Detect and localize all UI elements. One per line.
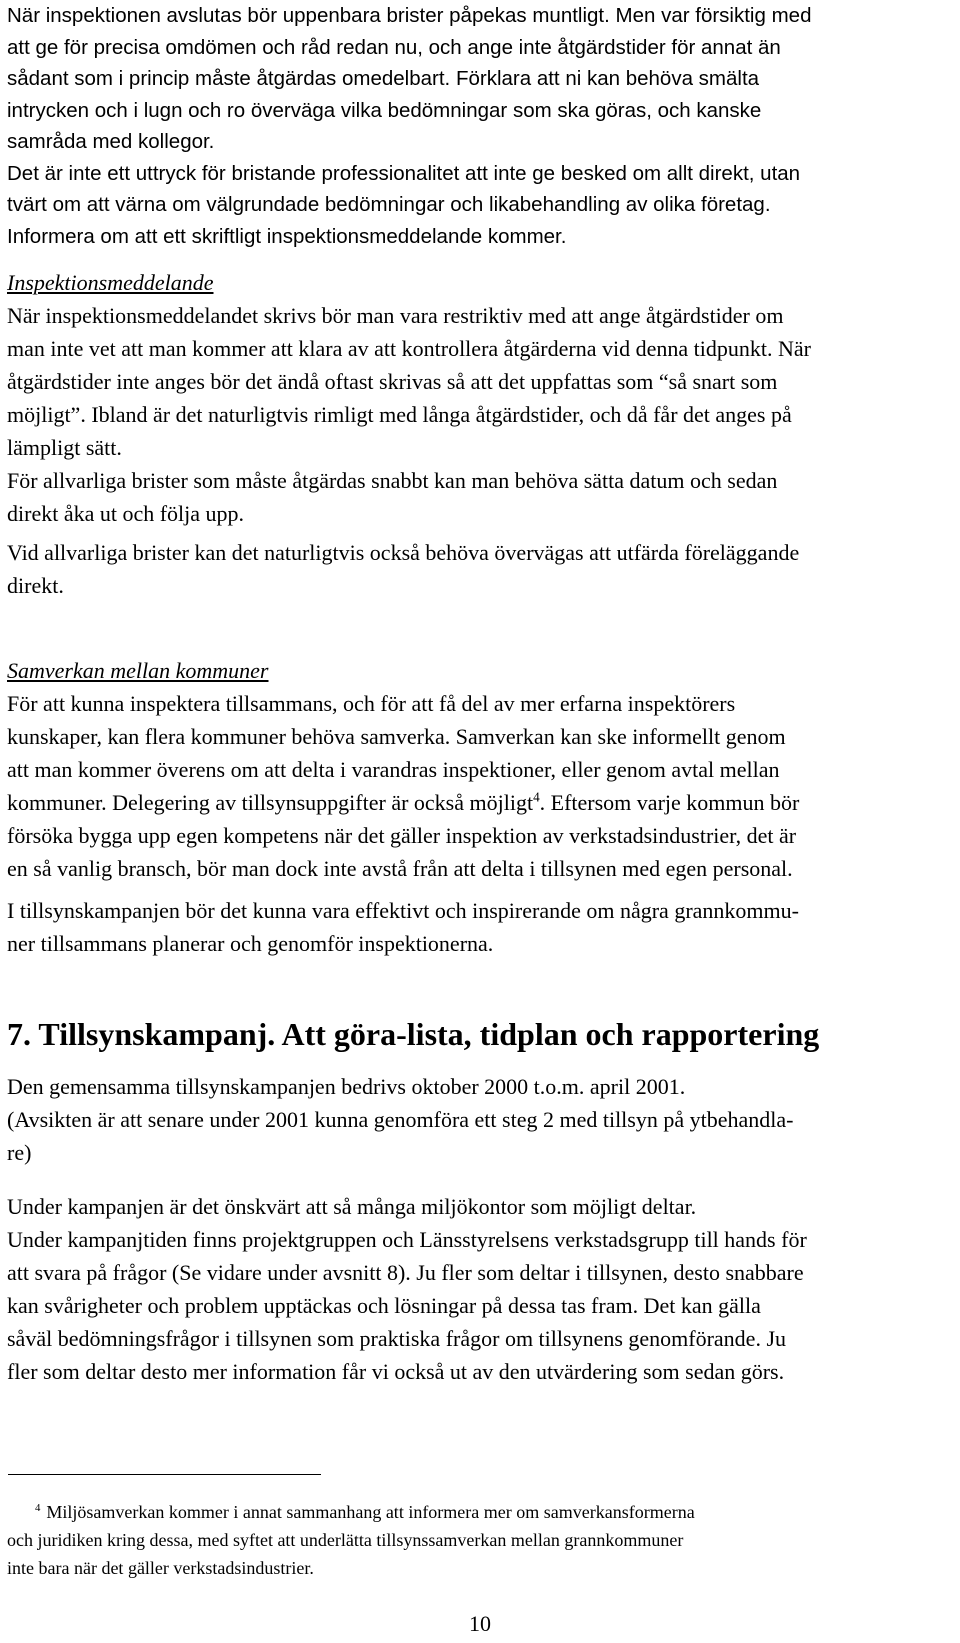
footnote	[7, 1498, 937, 1582]
text-line: kunskaper, kan flera kommuner behöva samverka. Samverkan kan ske informellt genom	[7, 724, 786, 749]
text-line: Den gemensamma tillsynskampanjen bedrivs oktober 2000 t.o.m. april 2001.	[7, 1074, 686, 1099]
text-line: Informera om att ett skriftligt inspektionsmeddelande kommer.	[7, 224, 567, 248]
text-line: Det är inte ett uttryck för bristande professionalitet att inte ge besked om allt direkt, utan	[7, 161, 801, 185]
text-line: När inspektionen avslutas bör uppenbara brister påpekas muntligt. Men var försiktig med	[7, 4, 812, 27]
text-line: inte bara när det gäller verkstadsindustrier.	[7, 1558, 314, 1578]
text-line: tvärt om att värna om välgrundade bedömningar och likabehandling av olika företag.	[7, 193, 771, 216]
inspektionsmeddelande-paragraph-2	[7, 536, 937, 602]
text-line: ner tillsammans planerar och genomför inspektionerna.	[7, 931, 494, 956]
text-line: För att kunna inspektera tillsammans, och för att få del av mer erfarna inspektörers	[7, 691, 736, 716]
text-line: och juridiken kring dessa, med syftet att underlätta tillsynssamverkan mellan grannkommuner	[7, 1530, 684, 1550]
text-line: Under kampanjtiden finns projektgruppen och Länsstyrelsens verkstadsgrupp till hands för	[7, 1227, 807, 1252]
page-number: 10	[469, 1611, 491, 1636]
text-line: re)	[7, 1140, 32, 1165]
text-line: att svara på frågor (Se vidare under avsnitt 8). Ju fler som deltar i tillsynen, desto snabbare	[7, 1260, 804, 1285]
text-line: såväl bedömningsfrågor i tillsynen som praktiska frågor om tillsynens genomförande. Ju	[7, 1326, 787, 1351]
text-line: att ge för precisa omdömen och råd redan nu, och ange inte åtgärdstider för annat än	[7, 35, 781, 59]
footnote-number: 4	[35, 1502, 41, 1514]
text-line: kan svårigheter och problem upptäckas och lösningar på dessa tas fram. Det kan gälla	[7, 1293, 761, 1318]
text-line: att man kommer överens om att delta i varandras inspektioner, eller genom avtal mellan	[7, 757, 780, 782]
samverkan-section	[7, 654, 937, 885]
text-line: fler som deltar desto mer information får vi också ut av den utvärdering som sedan görs.	[7, 1359, 785, 1384]
text-fragment: . Eftersom varje kommun bör	[539, 790, 800, 815]
text-line: samråda med kollegor.	[7, 130, 215, 153]
text-line: direkt åka ut och följa upp.	[7, 501, 245, 526]
text-line: sådant som i princip måste åtgärdas omedelbart. Förklara att ni kan behöva smälta	[7, 67, 760, 90]
text-line: (Avsikten är att senare under 2001 kunna genomföra ett steg 2 med tillsyn på ytbehandla-	[7, 1107, 794, 1132]
samverkan-paragraph-2	[7, 894, 937, 960]
text-line: lämpligt sätt.	[7, 435, 122, 460]
section-heading: Samverkan mellan kommuner	[7, 658, 269, 683]
footnote-reference: 4	[533, 789, 540, 805]
text-fragment: Miljösamverkan kommer i annat sammanhang att informera mer om samverkansformerna	[46, 1502, 695, 1522]
intro-paragraph	[7, 0, 937, 252]
text-line: När inspektionsmeddelandet skrivs bör man vara restriktiv med att ange åtgärdstider om	[7, 303, 784, 328]
section-7-paragraph-2	[7, 1190, 937, 1388]
inspektionsmeddelande-section	[7, 266, 937, 530]
text-line-with-footnote	[7, 786, 937, 819]
text-line: intrycken och i lugn och ro överväga vilka bedömningar som ska göras, och kanske	[7, 98, 762, 122]
text-line: direkt.	[7, 573, 64, 598]
footnote-separator	[8, 1474, 321, 1475]
text-fragment: kommuner. Delegering av tillsynsuppgifter är också möjligt	[7, 790, 534, 815]
text-line: man inte vet att man kommer att klara av att kontrollera åtgärderna vid denna tidpunkt. När	[7, 336, 811, 361]
text-line: Vid allvarliga brister kan det naturligtvis också behöva övervägas att utfärda föreläggande	[7, 540, 800, 565]
section-7-heading: 7. Tillsynskampanj. Att göra-lista, tidplan och rapportering	[7, 1016, 820, 1052]
text-line: en så vanlig bransch, bör man dock inte avstå från att delta i tillsynen med egen personal.	[7, 856, 793, 881]
text-line: För allvarliga brister som måste åtgärdas snabbt kan man behöva sätta datum och sedan	[7, 468, 778, 493]
section-heading: Inspektionsmeddelande	[7, 270, 214, 295]
text-line: I tillsynskampanjen bör det kunna vara effektivt och inspirerande om några grannkommu-	[7, 898, 799, 923]
text-line: försöka bygga upp egen kompetens när det gäller inspektion av verkstadsindustrier, det är	[7, 823, 797, 848]
text-line: Under kampanjen är det önskvärt att så många miljökontor som möjligt deltar.	[7, 1194, 697, 1219]
section-7-paragraph-1	[7, 1070, 937, 1169]
footnote-first-line	[7, 1498, 937, 1526]
text-line: åtgärdstider inte anges bör det ändå oftast skrivas så att det uppfattas som “så snart som	[7, 369, 778, 394]
text-line: möjligt”. Ibland är det naturligtvis rimligt med långa åtgärdstider, och då får det anges på	[7, 402, 792, 427]
